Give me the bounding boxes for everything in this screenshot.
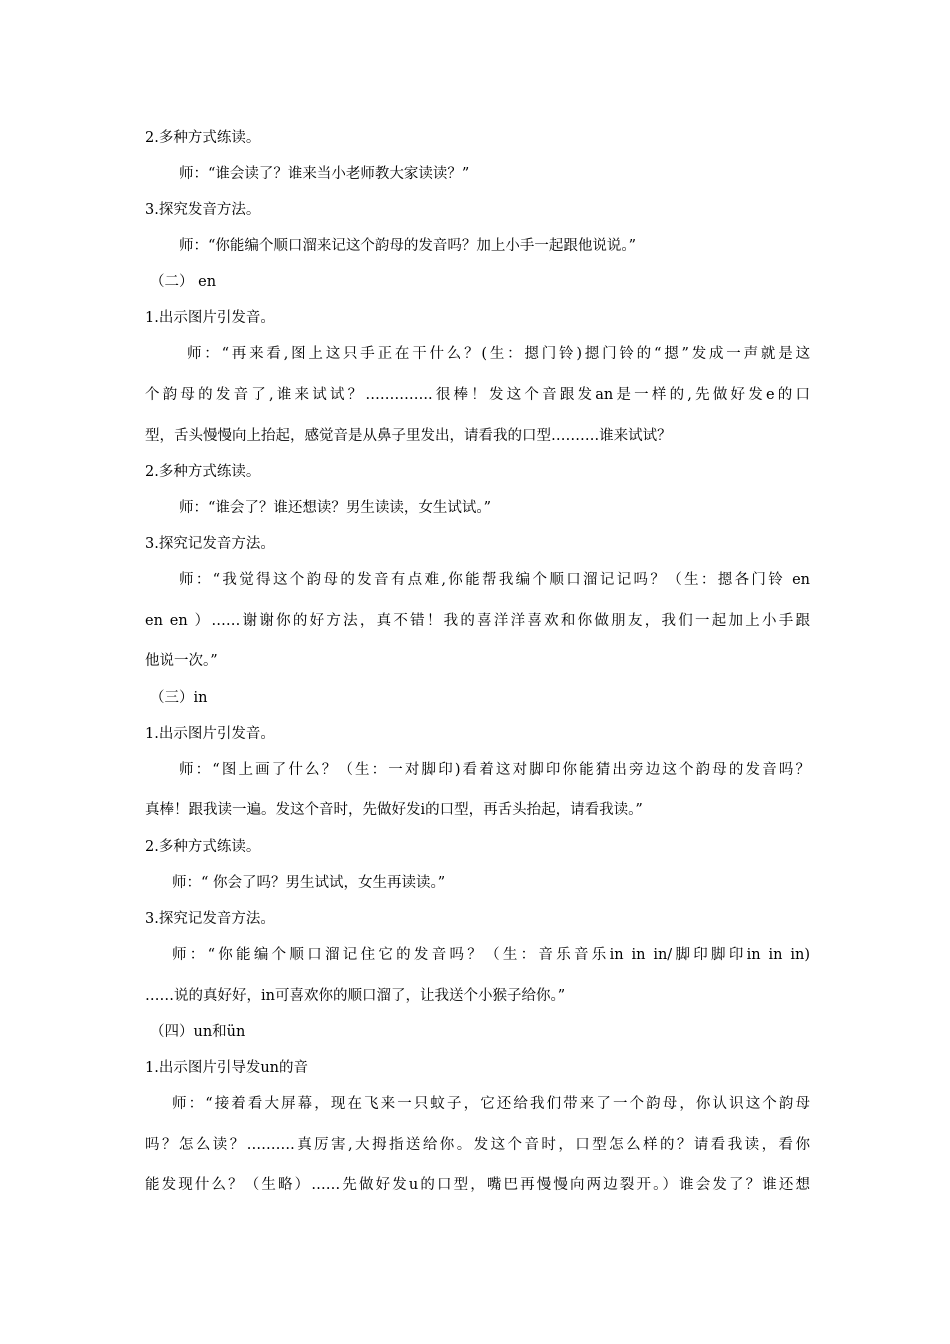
teacher-paragraph-line: 个韵母的发音了,谁来试试？…………..很棒！发这个音跟发an是一样的,先做好发e的口 [145, 387, 810, 403]
step-explore-pronunciation: 3.探究发音方法。 [145, 202, 261, 218]
step-show-picture: 1.出示图片引发音。 [145, 726, 275, 742]
teacher-line: 师：“ 你会了吗？男生试试，女生再读读。” [172, 875, 446, 891]
step-practice-methods: 2.多种方式练读。 [145, 839, 261, 855]
section-heading-en: （二） en [150, 274, 217, 290]
step-practice-methods: 2.多种方式练读。 [145, 464, 261, 480]
step-practice-methods: 2.多种方式练读。 [145, 130, 261, 146]
teacher-line: 师：“谁会读了？谁来当小老师教大家读读？” [179, 166, 470, 182]
step-show-picture: 1.出示图片引发音。 [145, 310, 275, 326]
teacher-paragraph-line: 师：“接着看大屏幕，现在飞来一只蚊子，它还给我们带来了一个韵母，你认识这个韵母 [172, 1096, 810, 1112]
section-heading-in: （三）in [150, 690, 208, 706]
teacher-paragraph-line: 师：“再来看,图上这只手正在干什么？(生：摁门铃)摁门铃的“摁”发成一声就是这 [187, 346, 810, 362]
section-heading-un: （四）un和ün [150, 1024, 246, 1040]
teacher-paragraph-line: 师：“我觉得这个韵母的发音有点难,你能帮我编个顺口溜记记吗？（生：摁各门铃 en [179, 572, 810, 588]
step-show-picture-un: 1.出示图片引导发un的音 [145, 1060, 309, 1076]
teacher-paragraph-line: 真棒！跟我读一遍。发这个音时，先做好发i的口型，再舌头抬起，请看我读。” [145, 802, 643, 818]
teacher-line: 师：“谁会了？谁还想读？男生读读，女生试试。” [179, 500, 492, 516]
step-explore-memory: 3.探究记发音方法。 [145, 911, 275, 927]
teacher-paragraph-line: 他说一次。” [145, 653, 218, 669]
teacher-paragraph-line: en en ）……谢谢你的好方法，真不错！我的喜洋洋喜欢和你做朋友，我们一起加上小手跟 [145, 613, 810, 629]
teacher-paragraph-line: 师：“图上画了什么？（生：一对脚印)看着这对脚印你能猜出旁边这个韵母的发音吗？ [179, 762, 810, 778]
step-explore-memory: 3.探究记发音方法。 [145, 536, 275, 552]
teacher-paragraph-line: 吗？怎么读？……….真厉害,大拇指送给你。发这个音时，口型怎么样的？请看我读，看你 [145, 1137, 810, 1153]
teacher-line: 师：“你能编个顺口溜来记这个韵母的发音吗？加上小手一起跟他说说。” [179, 238, 637, 254]
teacher-paragraph-line: 师：“你能编个顺口溜记住它的发音吗？（生：音乐音乐in in in/脚印脚印in in in) [172, 947, 810, 963]
teacher-paragraph-line: 型，舌头慢慢向上抬起，感觉音是从鼻子里发出，请看我的口型……….谁来试试？ [145, 428, 672, 444]
teacher-paragraph-line: ……说的真好好，in可喜欢你的顺口溜了，让我送个小猴子给你。” [145, 988, 566, 1004]
teacher-paragraph-line: 能发现什么？（生略）……先做好发u的口型，嘴巴再慢慢向两边裂开。）谁会发了？谁还想 [145, 1177, 810, 1193]
